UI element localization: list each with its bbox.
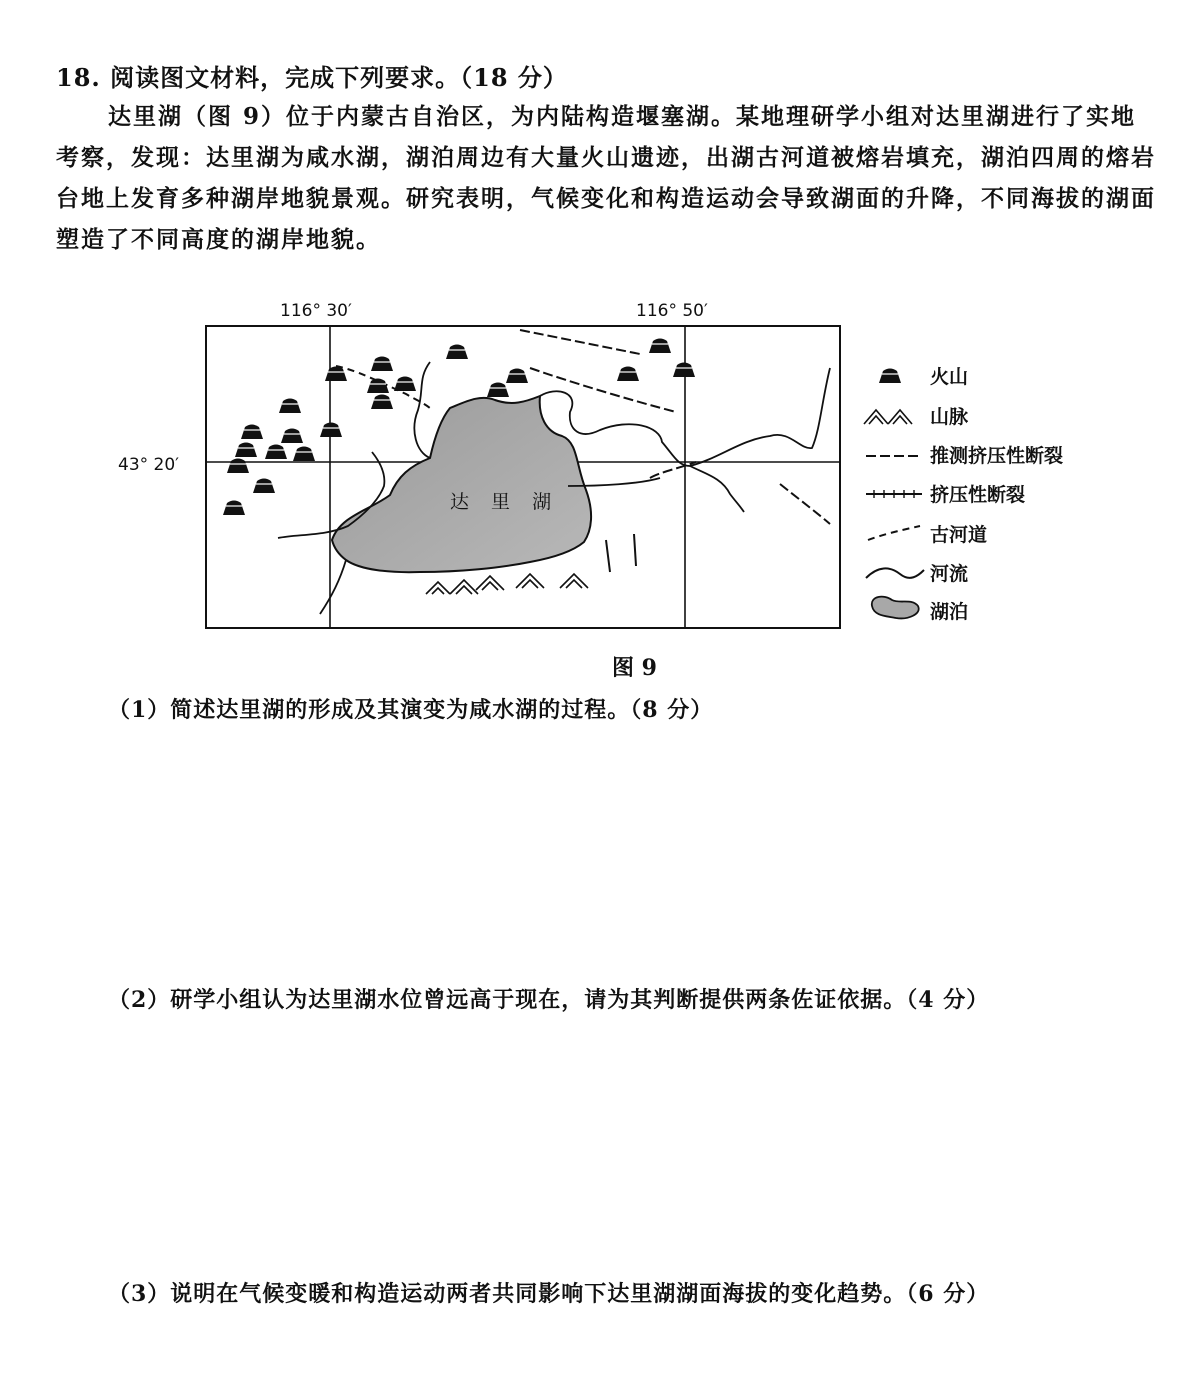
ancient-river-icon — [868, 526, 920, 540]
dali-lake — [332, 396, 591, 572]
legend-label-inferred-fault: 推测挤压性断裂 — [930, 445, 1064, 467]
legend-label-ancient-river: 古河道 — [930, 524, 988, 546]
volcano-icon — [371, 395, 393, 410]
legend-label-lake: 湖泊 — [930, 601, 969, 623]
legend-label-river: 河流 — [930, 563, 969, 585]
volcano-icon — [325, 367, 347, 382]
volcano-icon — [241, 425, 263, 440]
subquestion-1: （1）简述达里湖的形成及其演变为咸水湖的过程。（8 分） — [108, 697, 714, 723]
volcano-icon — [371, 357, 393, 372]
volcano-icon — [235, 443, 257, 458]
lake-label: 达 里 湖 — [450, 491, 560, 513]
volcano-icon — [649, 339, 671, 354]
river-icon — [866, 568, 924, 578]
material-paragraph: 达里湖（图 9）位于内蒙古自治区，为内陆构造堰塞湖。某地理研学小组对达里湖进行了实地考察，发现：达里湖为咸水湖，湖泊周边有大量火山遗迹，出湖古河道被熔岩填充，湖泊四周的熔岩台地上发育多种湖岸地貌景观。研究表明，气候变化和构造运动会导致湖面的升降，不同海拔的湖面塑造了不同高度的湖岸地貌。 — [56, 103, 1156, 253]
legend-label-fault: 挤压性断裂 — [930, 484, 1026, 506]
map-legend — [864, 365, 1063, 623]
question-heading — [56, 58, 568, 93]
lake-icon — [872, 597, 919, 619]
volcano-icon — [506, 369, 528, 384]
volcano-icon — [227, 459, 249, 474]
fault-icon — [866, 490, 922, 498]
volcano-icon — [223, 501, 245, 516]
volcano-icon — [673, 363, 695, 378]
volcano-icon — [446, 345, 468, 360]
latitude-label: 43° 20′ — [118, 455, 180, 475]
volcano-icon — [320, 423, 342, 438]
volcano-icon — [367, 379, 389, 394]
volcano-icon — [879, 369, 901, 384]
volcano-icon — [617, 367, 639, 382]
volcano-icon — [253, 479, 275, 494]
question-number: 18. — [56, 63, 101, 92]
question-heading-text: 阅读图文材料，完成下列要求。（18 分） — [110, 63, 568, 92]
volcano-icon — [394, 377, 416, 392]
subquestion-2: （2）研学小组认为达里湖水位曾远高于现在，请为其判断提供两条佐证依据。（4 分） — [108, 987, 990, 1013]
longitude-label-2: 116° 50′ — [636, 301, 708, 321]
volcano-icon — [265, 445, 287, 460]
mountain-icon — [864, 410, 912, 424]
legend-label-mountain: 山脉 — [930, 406, 969, 428]
mountain-range — [426, 574, 588, 594]
volcano-icon — [487, 383, 509, 398]
figure-caption: 图 9 — [612, 655, 657, 681]
legend-label-volcano: 火山 — [930, 366, 969, 388]
volcano-icon — [279, 399, 301, 414]
longitude-label-1: 116° 30′ — [280, 301, 352, 321]
volcano-icon — [293, 447, 315, 462]
volcano-icon — [281, 429, 303, 444]
figure-9-map — [100, 290, 1110, 650]
subquestion-3: （3）说明在气候变暖和构造运动两者共同影响下达里湖湖面海拔的变化趋势。（6 分） — [108, 1281, 990, 1307]
